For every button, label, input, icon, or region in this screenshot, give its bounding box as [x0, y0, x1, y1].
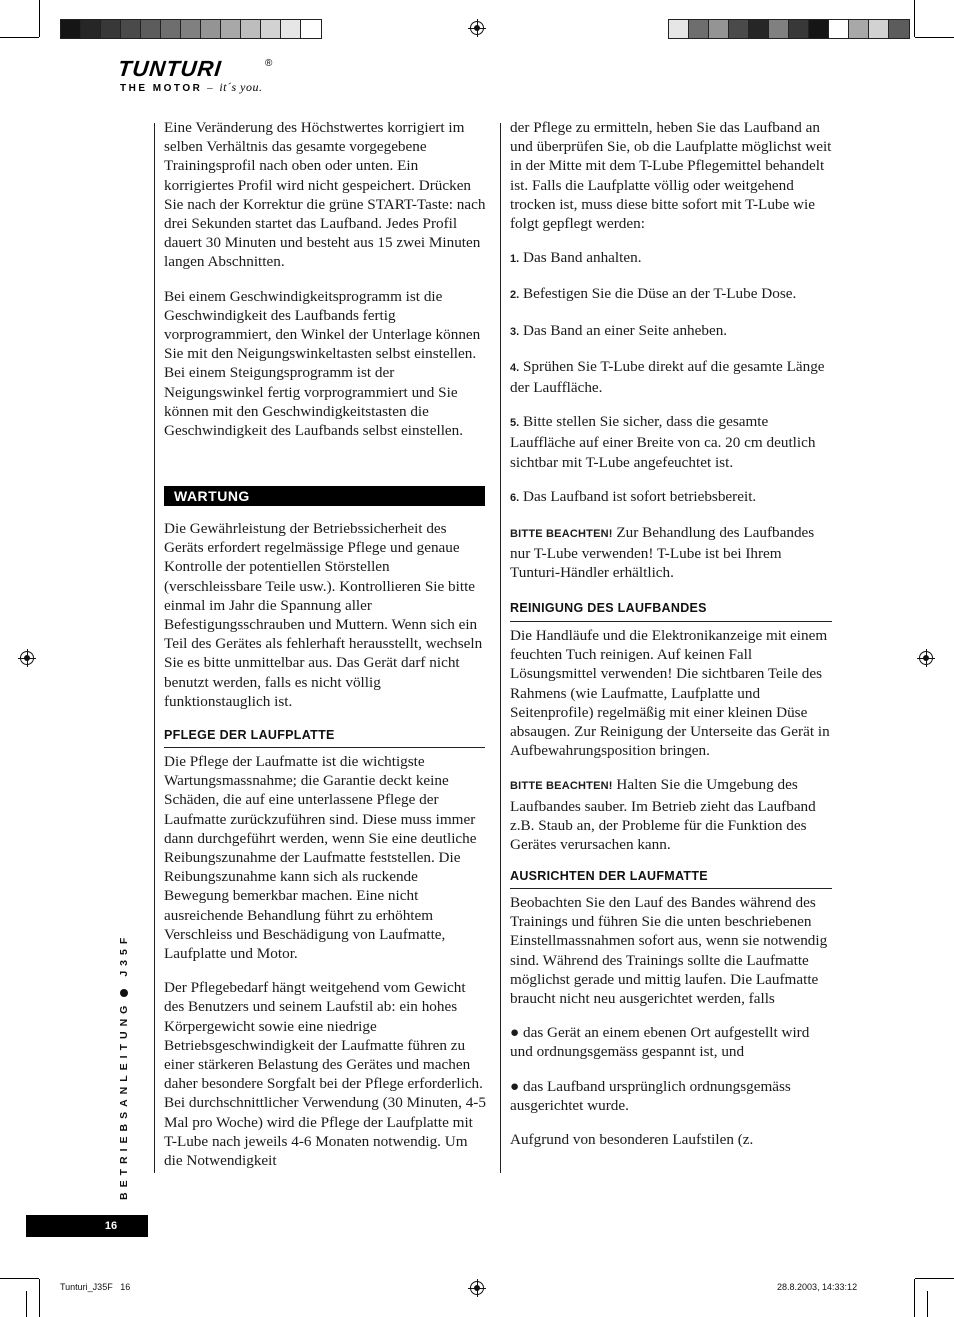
color-swatch	[869, 20, 889, 38]
color-swatch	[689, 20, 709, 38]
body-paragraph: Die Handläufe und die Elektronikanzeige mit einem feuchten Tuch reinigen. Auf keinen Fall Lösungsmittel verwenden! Die sichtbaren Teile des Rahmens (wie Laufmatte, Laufplatte und Seitenprofile) regelmäßig mit einer kleinen Düse absaugen. Zur Reinigung der Unterseite das Gerät in Aufbewahrungsposition bringen.	[510, 627, 830, 760]
right-column-reinigung	[510, 626, 834, 854]
color-swatch	[201, 20, 221, 38]
registration-mark-icon	[470, 21, 484, 35]
step-item	[510, 357, 834, 397]
bullet-dot-icon	[120, 989, 128, 997]
body-paragraph: Bei einem Geschwindigkeitsprogramm ist die Geschwindigkeit des Laufbands fertig vorprogrammiert, den Winkel der Unterlage können Sie mit den Neigungswinkeltasten selbst einstellen. Bei einem Steigungsprogramm ist der Neigungswinkel fertig vorprogrammiert und Sie können mit den Geschwindigkeitstasten die Geschwindigkeit des Laufbands selbst einstellen.	[164, 287, 481, 440]
color-swatch	[161, 20, 181, 38]
crop-mark	[915, 1278, 954, 1279]
section-heading: WARTUNG	[164, 486, 485, 506]
step-text: Das Band an einer Seite anheben.	[522, 321, 728, 339]
body-paragraph: Die Pflege der Laufmatte ist die wichtigste Wartungsmassnahme; die Garantie deckt keine Schäden, die auf eine unterlassene Pflege der Laufmatte zurückzuführen sind. Diese muss immer dann durchgeführt werden, wenn Sie eine deutliche Reibungszunahme der Laufmatte feststellen. Die Reibungszunahme kann sich als ruckende Bewegung bemerkbar machen. Eine nicht ausreichende Behandlung führt zu erhöhtem Verschleiss und Beschädigung von Laufmatte, Laufplatte und Motor.	[164, 753, 477, 963]
crop-mark	[39, 0, 40, 37]
color-swatch	[669, 20, 689, 38]
body-paragraph: Der Pflegebedarf hängt weitgehend vom Gewicht des Benutzers und seinem Laufstil ab: ein hohes Körpergewicht sowie eine niedrige Betriebsgeschwindigkeit der Laufmatte führen zu einer stärkeren Belastung des Gerätes und machen daher besondere Sorgfalt bei der Pflege erforderlich. Bei durchschnittlicher Verwendung (30 Minuten, 4-5 Mal pro Woche) wird die Pflege der Laufplatte mit T-Lube nach jeweils 4-6 Monaten notwendig. Um die Notwendigkeit	[164, 979, 486, 1170]
color-swatch	[141, 20, 161, 38]
color-swatch	[221, 20, 241, 38]
color-swatch	[81, 20, 101, 38]
bullet-text: das Laufband ursprünglich ordnungsgemäss ausgerichtet wurde.	[510, 1077, 791, 1114]
body-paragraph: Aufgrund von besonderen Laufstilen (z.	[510, 1131, 754, 1149]
step-item	[510, 321, 834, 342]
left-column-top	[164, 118, 486, 440]
crop-mark	[915, 37, 954, 38]
body-paragraph: Eine Veränderung des Höchstwertes korrigiert im selben Verhältnis das gesamte vorgegebene Trainingsprofil nach oben oder unten. Ein korrigiertes Profil wird nicht gespeichert. Drücken Sie nach der Korrektur die grüne START-Taste: nach drei Sekunden startet das Laufband. Jedes Profil dauert 30 Minuten und besteht aus 15 zwei Minuten langen Abschnitten.	[164, 119, 486, 271]
color-swatch	[849, 20, 869, 38]
tagline-bold: THE MOTOR	[120, 83, 203, 94]
subheading: AUSRICHTEN DER LAUFMATTE	[510, 869, 708, 883]
note-label: BITTE BEACHTEN!	[510, 780, 613, 793]
step-text: Sprühen Sie T-Lube direkt auf die gesamte Länge der Lauffläche.	[510, 357, 825, 397]
color-swatch	[749, 20, 769, 38]
note-paragraph	[510, 775, 834, 854]
step-number: 4.	[510, 361, 520, 374]
footer-timestamp: 28.8.2003, 14:33:12	[777, 1282, 858, 1292]
crop-mark	[0, 1278, 39, 1279]
color-swatch	[241, 20, 261, 38]
subheading-rule	[510, 888, 832, 889]
step-item	[510, 284, 834, 305]
bullet-item	[510, 1023, 834, 1061]
registration-mark-icon	[919, 651, 933, 665]
step-number: 5.	[510, 417, 520, 430]
color-swatch	[121, 20, 141, 38]
subheading: PFLEGE DER LAUFPLATTE	[164, 728, 335, 742]
color-swatch	[261, 20, 281, 38]
body-paragraph: Beobachten Sie den Lauf des Bandes während des Trainings und führen Sie die unten beschriebenen Einstellmassnahmen sofort aus, wenn sie notwendig sind. Während des Trainings sollte die Laufmatte möglichst gerade und mittig laufen. Die Laufmatte braucht nicht neu ausgerichtet werden, falls	[510, 894, 828, 1008]
footer-file-info: Tunturi_J35F 16	[60, 1282, 131, 1292]
color-swatch	[769, 20, 789, 38]
left-column-pflege	[164, 752, 486, 1170]
vertical-manual-label	[118, 933, 130, 1200]
color-swatch	[301, 20, 321, 38]
subheading-rule	[510, 621, 832, 622]
step-text: Das Laufband ist sofort betriebsbereit.	[522, 487, 757, 505]
color-swatch	[789, 20, 809, 38]
step-number: 1.	[510, 253, 520, 266]
crop-mark	[914, 1279, 915, 1317]
crop-mark	[914, 0, 915, 37]
color-swatch	[729, 20, 749, 38]
color-swatch	[709, 20, 729, 38]
step-text: Bitte stellen Sie sicher, dass die gesamte Lauffläche auf einer Breite von ca. 20 cm deutlich sichtbar mit T-Lube angefeuchtet ist.	[510, 413, 816, 471]
step-number: 6.	[510, 491, 520, 504]
right-column-ausrichten	[510, 893, 834, 1149]
color-calibration-bar-left	[60, 19, 322, 39]
step-number: 3.	[510, 325, 520, 338]
color-swatch	[281, 20, 301, 38]
registered-mark: ®	[265, 58, 273, 69]
color-swatch	[101, 20, 121, 38]
color-calibration-bar-right	[668, 19, 910, 39]
note-text: Zur Behandlung des Laufbandes nur T-Lube verwenden! T-Lube ist bei Ihrem Tunturi-Händler erhältlich.	[510, 524, 815, 582]
middle-column-rule	[500, 123, 501, 1173]
body-paragraph: Die Gewährleistung der Betriebssicherheit des Geräts erfordert regelmässige Pflege und genaue Kontrolle der potentiellen Störstellen (verschleissbare Teile usw.). Kontrollieren Sie bitte einmal im Jahr die Spannung aller Befestigungsschrauben und Muttern. Wenn sich ein Teil des Gerätes als fehlerhaft herausstellt, wechseln Sie es bitte unmittelbar aus. Das Gerät darf nicht benutzt werden, falls es nicht völlig funktionstauglich ist.	[164, 520, 483, 710]
note-label: BITTE BEACHTEN!	[510, 528, 613, 541]
crop-mark	[927, 1291, 928, 1317]
step-item	[510, 412, 834, 472]
step-item	[510, 248, 834, 269]
color-swatch	[829, 20, 849, 38]
registration-mark-icon	[20, 651, 34, 665]
brand-tagline	[120, 80, 263, 95]
note-paragraph	[510, 523, 834, 583]
registration-mark-icon	[470, 1281, 484, 1295]
body-paragraph: der Pflege zu ermitteln, heben Sie das Laufband an und überprüfen Sie, ob die Laufplatte möglichst weit in der Mitte mit dem T-Lube Pflegemittel behandelt ist. Falls die Laufplatte völlig oder weitgehend trocken ist, muss diese bitte sofort mit T-Lube wie folgt gepflegt werden:	[510, 119, 832, 233]
bullet-item	[510, 1077, 834, 1115]
crop-mark	[0, 37, 39, 38]
subheading-rule	[164, 747, 485, 748]
bullet-text: das Gerät an einem ebenen Ort aufgestellt wird und ordnungsgemäss gespannt ist, und	[510, 1024, 810, 1061]
step-item	[510, 487, 834, 508]
crop-mark	[39, 1279, 40, 1317]
color-swatch	[61, 20, 81, 38]
subheading: REINIGUNG DES LAUFBANDES	[510, 601, 707, 615]
left-column-wartung	[164, 519, 486, 711]
bullet-icon: ●	[510, 1024, 520, 1042]
left-column-rule	[154, 123, 155, 1173]
model-code: J35F	[118, 932, 130, 977]
crop-mark	[26, 1291, 27, 1317]
right-column-top	[510, 118, 834, 583]
step-text: Das Band anhalten.	[522, 249, 642, 267]
tagline-italic: it´s you.	[219, 80, 263, 94]
color-swatch	[809, 20, 829, 38]
color-swatch	[181, 20, 201, 38]
brand-logo: TUNTURI	[116, 56, 223, 81]
step-text: Befestigen Sie die Düse an der T-Lube Dose.	[522, 285, 797, 303]
tagline-dash: –	[202, 82, 220, 94]
page-number: 16	[26, 1215, 148, 1237]
bullet-icon: ●	[510, 1077, 520, 1095]
color-swatch	[889, 20, 909, 38]
manual-title: BETRIEBSANLEITUNG	[118, 1000, 130, 1200]
note-text: Halten Sie die Umgebung des Laufbandes sauber. Im Betrieb zieht das Laufband z.B. Staub an, der Probleme für die Funktion des Gerätes verursachen kann.	[510, 776, 816, 854]
step-number: 2.	[510, 289, 520, 302]
